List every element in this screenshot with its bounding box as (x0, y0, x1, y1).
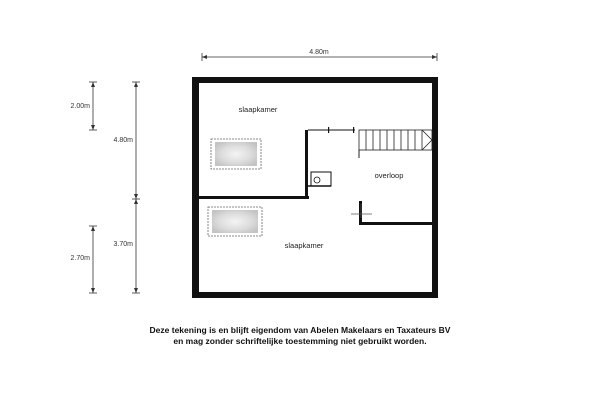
staircase (359, 130, 432, 158)
dimension-left-lower (71, 226, 97, 293)
copyright-notice-line-2: en mag zonder schriftelijke toestemming niet gebruikt worden. (173, 336, 427, 346)
room-label-bedroom-top: slaapkamer (238, 105, 278, 114)
dimension-inner-upper (114, 82, 140, 199)
room-label-landing: overloop (374, 171, 404, 180)
dimension-left-upper-label: 2.00m (70, 103, 90, 110)
dimension-inner-lower (114, 199, 140, 293)
dimension-inner-lower-label: 3.70m (113, 241, 133, 248)
outer-walls (192, 77, 438, 298)
skylight-bottom (208, 207, 262, 236)
copyright-notice-line-1: Deze tekening is en blijft eigendom van Abelen Makelaars en Taxateurs BV (149, 325, 451, 335)
closet-fixture (308, 172, 331, 186)
skylight-top (211, 139, 261, 169)
dimension-left-upper (71, 82, 97, 130)
dimension-left-lower-label: 2.70m (70, 255, 90, 262)
dimension-inner-upper-label: 4.80m (113, 137, 133, 144)
dimension-top-width-label: 4.80m (309, 49, 329, 56)
dimension-top-width (202, 49, 437, 61)
room-label-bedroom-bottom: slaapkamer (284, 241, 324, 250)
